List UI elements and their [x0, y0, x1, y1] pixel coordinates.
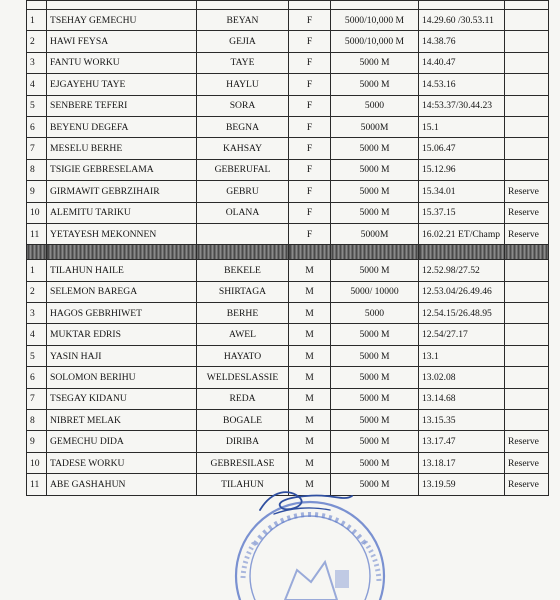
- athlete-time: 16.02.21 ET/Champ: [419, 223, 505, 244]
- athlete-number: 2: [27, 31, 47, 52]
- athlete-family-name: GEBERUFAL: [197, 159, 289, 180]
- athlete-name: TADESE WORKU: [47, 452, 197, 473]
- athlete-sex: M: [289, 431, 331, 452]
- athlete-time: 13.14.68: [419, 388, 505, 409]
- athlete-family-name: WELDESLASSIE: [197, 367, 289, 388]
- athlete-time: 13.02.08: [419, 367, 505, 388]
- header-row-cut: [27, 1, 549, 10]
- athlete-status: [505, 324, 549, 345]
- athlete-sex: F: [289, 95, 331, 116]
- athlete-status: [505, 52, 549, 73]
- athlete-time: 14.29.60 /30.53.11: [419, 10, 505, 31]
- athlete-event: 5000 M: [331, 74, 419, 95]
- athlete-number: 6: [27, 367, 47, 388]
- athlete-sex: M: [289, 367, 331, 388]
- athlete-status: Reserve: [505, 452, 549, 473]
- athlete-number: 8: [27, 410, 47, 431]
- table-row: [27, 52, 549, 73]
- athlete-name: NIBRET MELAK: [47, 410, 197, 431]
- athlete-time: 15.34.01: [419, 181, 505, 202]
- athlete-name: TSIGIE GEBRESELAMA: [47, 159, 197, 180]
- athlete-number: 10: [27, 202, 47, 223]
- table-row: [27, 324, 549, 345]
- table-row: [27, 74, 549, 95]
- athlete-status: Reserve: [505, 202, 549, 223]
- athlete-event: 5000 M: [331, 159, 419, 180]
- athlete-number: 9: [27, 431, 47, 452]
- athlete-time: 12.52.98/27.52: [419, 260, 505, 281]
- athlete-status: Reserve: [505, 223, 549, 244]
- athlete-name: GIRMAWIT GEBRZIHAIR: [47, 181, 197, 202]
- athlete-sex: M: [289, 281, 331, 302]
- athlete-status: [505, 260, 549, 281]
- athlete-sex: M: [289, 324, 331, 345]
- table-row: [27, 138, 549, 159]
- athlete-family-name: AWEL: [197, 324, 289, 345]
- athlete-event: 5000: [331, 95, 419, 116]
- table-row: [27, 431, 549, 452]
- athlete-roster-table: [26, 0, 549, 496]
- athlete-sex: F: [289, 223, 331, 244]
- section-divider: [27, 245, 549, 260]
- athlete-event: 5000 M: [331, 345, 419, 366]
- athlete-time: 13.18.17: [419, 452, 505, 473]
- athlete-name: SELEMON BAREGA: [47, 281, 197, 302]
- athlete-event: 5000 M: [331, 367, 419, 388]
- athlete-number: 4: [27, 324, 47, 345]
- table-row: [27, 31, 549, 52]
- athlete-event: 5000M: [331, 116, 419, 137]
- athlete-family-name: TILAHUN: [197, 474, 289, 495]
- athlete-sex: M: [289, 303, 331, 324]
- athlete-sex: F: [289, 31, 331, 52]
- athlete-number: 9: [27, 181, 47, 202]
- table-row: [27, 95, 549, 116]
- athlete-status: [505, 367, 549, 388]
- athlete-event: 5000 M: [331, 388, 419, 409]
- athlete-name: SENBERE TEFERI: [47, 95, 197, 116]
- table-row: [27, 410, 549, 431]
- athlete-time: 12.54.15/26.48.95: [419, 303, 505, 324]
- athlete-sex: M: [289, 260, 331, 281]
- athlete-time: 13.15.35: [419, 410, 505, 431]
- athlete-sex: M: [289, 345, 331, 366]
- athlete-number: 2: [27, 281, 47, 302]
- athlete-sex: F: [289, 159, 331, 180]
- athlete-sex: F: [289, 74, 331, 95]
- athlete-number: 5: [27, 345, 47, 366]
- athlete-status: Reserve: [505, 181, 549, 202]
- athlete-name: EJGAYEHU TAYE: [47, 74, 197, 95]
- athlete-number: 10: [27, 452, 47, 473]
- athlete-time: 15.06.47: [419, 138, 505, 159]
- athlete-number: 3: [27, 303, 47, 324]
- athlete-event: 5000 M: [331, 324, 419, 345]
- athlete-time: 14.53.16: [419, 74, 505, 95]
- athlete-sex: F: [289, 181, 331, 202]
- athlete-event: 5000/ 10000: [331, 281, 419, 302]
- athlete-sex: M: [289, 410, 331, 431]
- athlete-family-name: HAYATO: [197, 345, 289, 366]
- athlete-family-name: BOGALE: [197, 410, 289, 431]
- athlete-time: 15.12.96: [419, 159, 505, 180]
- athlete-name: ABE GASHAHUN: [47, 474, 197, 495]
- athlete-event: 5000 M: [331, 202, 419, 223]
- signature: [250, 484, 360, 524]
- athlete-name: FANTU WORKU: [47, 52, 197, 73]
- athlete-status: [505, 138, 549, 159]
- athlete-family-name: [197, 223, 289, 244]
- athlete-sex: F: [289, 116, 331, 137]
- table-row: [27, 345, 549, 366]
- athlete-time: 14.40.47: [419, 52, 505, 73]
- section-divider-row: [27, 245, 549, 260]
- athlete-status: [505, 74, 549, 95]
- athlete-event: 5000 M: [331, 474, 419, 495]
- athlete-family-name: BERHE: [197, 303, 289, 324]
- athlete-family-name: BEYAN: [197, 10, 289, 31]
- table-row: [27, 159, 549, 180]
- athlete-number: 7: [27, 388, 47, 409]
- athlete-event: 5000 M: [331, 138, 419, 159]
- athlete-family-name: SHIRTAGA: [197, 281, 289, 302]
- athlete-sex: M: [289, 388, 331, 409]
- athlete-family-name: BEGNA: [197, 116, 289, 137]
- athlete-status: [505, 95, 549, 116]
- table-row: [27, 116, 549, 137]
- table-row: [27, 10, 549, 31]
- athlete-sex: F: [289, 10, 331, 31]
- table-row: [27, 452, 549, 473]
- athlete-status: [505, 10, 549, 31]
- athlete-family-name: GEBRESILASE: [197, 452, 289, 473]
- athlete-number: 4: [27, 74, 47, 95]
- athlete-name: TSEHAY GEMECHU: [47, 10, 197, 31]
- athlete-family-name: SORA: [197, 95, 289, 116]
- athlete-event: 5000/10,000 M: [331, 31, 419, 52]
- athlete-status: Reserve: [505, 474, 549, 495]
- athlete-time: 14.38.76: [419, 31, 505, 52]
- athlete-time: 14:53.37/30.44.23: [419, 95, 505, 116]
- athlete-status: [505, 116, 549, 137]
- athlete-time: 12.54/27.17: [419, 324, 505, 345]
- athlete-name: MESELU BERHE: [47, 138, 197, 159]
- table-row: [27, 281, 549, 302]
- athlete-status: Reserve: [505, 431, 549, 452]
- athlete-name: MUKTAR EDRIS: [47, 324, 197, 345]
- athlete-time: 12.53.04/26.49.46: [419, 281, 505, 302]
- athlete-event: 5000 M: [331, 431, 419, 452]
- athlete-event: 5000 M: [331, 260, 419, 281]
- athlete-time: 13.19.59: [419, 474, 505, 495]
- athlete-time: 13.1: [419, 345, 505, 366]
- athlete-event: 5000M: [331, 223, 419, 244]
- athlete-name: TILAHUN HAILE: [47, 260, 197, 281]
- table-row: [27, 303, 549, 324]
- athlete-name: YASIN HAJI: [47, 345, 197, 366]
- table-row: [27, 260, 549, 281]
- athlete-family-name: TAYE: [197, 52, 289, 73]
- athlete-number: 3: [27, 52, 47, 73]
- athlete-number: 11: [27, 223, 47, 244]
- athlete-event: 5000/10,000 M: [331, 10, 419, 31]
- athlete-sex: F: [289, 202, 331, 223]
- men-section: [27, 260, 549, 495]
- athlete-number: 11: [27, 474, 47, 495]
- athlete-family-name: OLANA: [197, 202, 289, 223]
- athlete-family-name: REDA: [197, 388, 289, 409]
- athlete-name: ALEMITU TARIKU: [47, 202, 197, 223]
- athlete-family-name: HAYLU: [197, 74, 289, 95]
- table-row: [27, 202, 549, 223]
- athlete-status: [505, 410, 549, 431]
- athlete-event: 5000 M: [331, 52, 419, 73]
- athlete-family-name: BEKELE: [197, 260, 289, 281]
- athlete-status: [505, 303, 549, 324]
- athlete-event: 5000 M: [331, 181, 419, 202]
- athlete-sex: F: [289, 138, 331, 159]
- athlete-name: BEYENU DEGEFA: [47, 116, 197, 137]
- table-row: [27, 223, 549, 244]
- athlete-number: 8: [27, 159, 47, 180]
- athlete-time: 13.17.47: [419, 431, 505, 452]
- athlete-family-name: GEBRU: [197, 181, 289, 202]
- women-section: [27, 1, 549, 245]
- athlete-name: TSEGAY KIDANU: [47, 388, 197, 409]
- athlete-status: [505, 281, 549, 302]
- athlete-sex: F: [289, 52, 331, 73]
- athlete-event: 5000 M: [331, 410, 419, 431]
- athlete-name: GEMECHU DIDA: [47, 431, 197, 452]
- athlete-event: 5000: [331, 303, 419, 324]
- athlete-family-name: DIRIBA: [197, 431, 289, 452]
- table-row: [27, 181, 549, 202]
- athlete-status: [505, 345, 549, 366]
- athlete-sex: M: [289, 452, 331, 473]
- athlete-time: 15.1: [419, 116, 505, 137]
- athlete-name: HAWI FEYSA: [47, 31, 197, 52]
- athlete-number: 1: [27, 10, 47, 31]
- athlete-status: [505, 159, 549, 180]
- athlete-status: [505, 388, 549, 409]
- athlete-status: [505, 31, 549, 52]
- athlete-number: 6: [27, 116, 47, 137]
- athlete-number: 7: [27, 138, 47, 159]
- table-row: [27, 367, 549, 388]
- athlete-family-name: GEJIA: [197, 31, 289, 52]
- athlete-name: YETAYESH MEKONNEN: [47, 223, 197, 244]
- athlete-number: 5: [27, 95, 47, 116]
- athlete-time: 15.37.15: [419, 202, 505, 223]
- athlete-event: 5000 M: [331, 452, 419, 473]
- athlete-family-name: KAHSAY: [197, 138, 289, 159]
- athlete-number: 1: [27, 260, 47, 281]
- table-row: [27, 388, 549, 409]
- athlete-name: SOLOMON BERIHU: [47, 367, 197, 388]
- athlete-sex: M: [289, 474, 331, 495]
- athlete-name: HAGOS GEBRHIWET: [47, 303, 197, 324]
